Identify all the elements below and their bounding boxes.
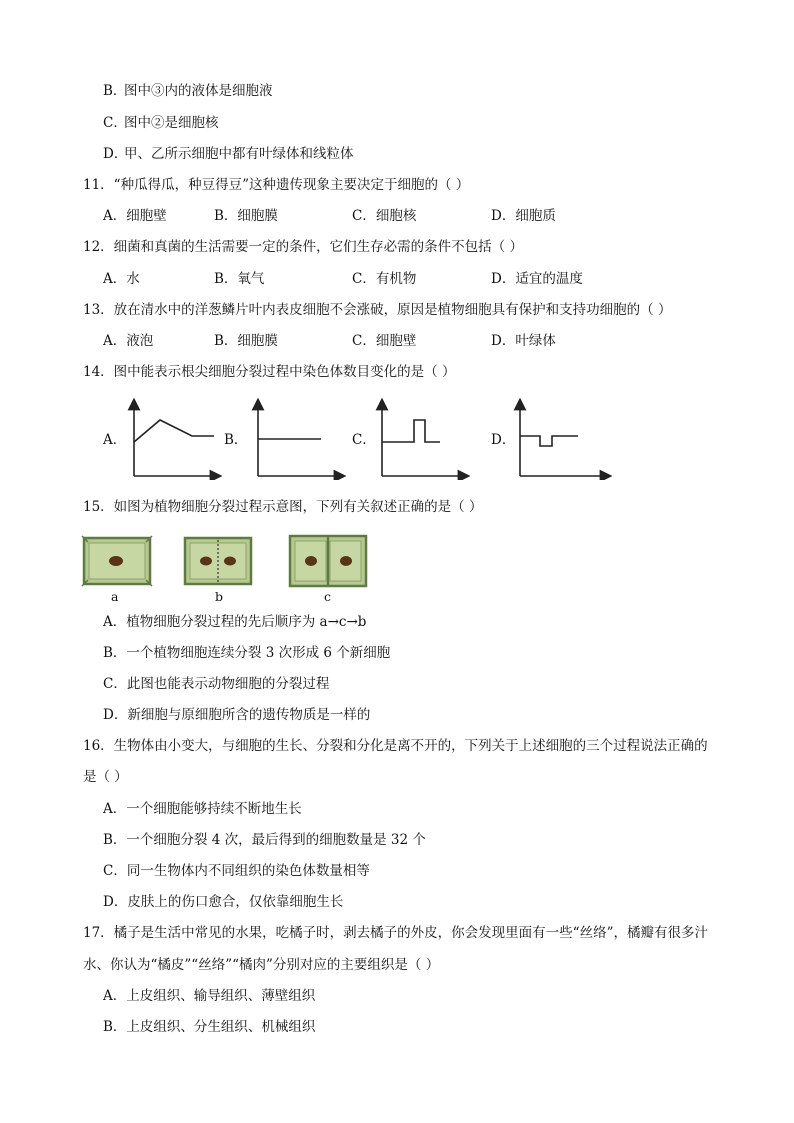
q10-option-d-text: 甲、乙所示细胞中都有叶绿体和线粒体	[124, 146, 354, 162]
cell-b	[185, 538, 251, 584]
q13-option-d: D．叶绿体	[491, 333, 556, 349]
q15-label-a: a	[111, 589, 119, 604]
q16-option-b: B．一个细胞分裂 4 次，最后得到的细胞数量是 32 个	[103, 832, 426, 848]
q13-option-a: A．液泡	[103, 333, 154, 349]
q17-stem-line2: 水、你认为“橘皮”“丝络”“橘肉”分别对应的主要组织是（ ）	[83, 957, 440, 973]
q10-option-c-text: 图中②是细胞核	[124, 115, 219, 131]
q14-graph-a	[122, 398, 222, 480]
cell-c	[290, 536, 366, 586]
q15-label-c: c	[324, 589, 332, 604]
q10-option-c: C．	[103, 115, 127, 131]
cell-a	[82, 536, 152, 586]
q15-option-d: D．新细胞与原细胞所含的遗传物质是一样的	[103, 707, 371, 723]
q12-option-a: A．水	[103, 271, 140, 287]
q17-option-a: A．上皮组织、输导组织、薄壁组织	[103, 988, 316, 1004]
q16-option-c: C．同一生物体内不同组织的染色体数量相等	[103, 863, 370, 879]
q13-stem: 13．放在清水中的洋葱鳞片叶内表皮细胞不会涨破，原因是植物细胞具有保护和支持功细胞的（ ）	[83, 302, 672, 318]
q11-option-b: B．细胞膜	[214, 208, 278, 224]
q10-option-b: B．	[103, 83, 127, 99]
q14-option-a-label: A．	[103, 432, 127, 448]
q14-graph-c	[370, 398, 470, 480]
q15-option-c: C．此图也能表示动物细胞的分裂过程	[103, 676, 330, 692]
q17-stem-line1: 17．橘子是生活中常见的水果，吃橘子时，剥去橘子的外皮，你会发现里面有一些“丝络”，橘瓣有很多汁	[83, 925, 708, 941]
q10-option-d: D．	[103, 146, 128, 162]
q11-option-a: A．细胞壁	[103, 208, 167, 224]
q13-option-c: C．细胞壁	[352, 333, 417, 349]
q14-graph-b	[246, 398, 346, 480]
q16-option-a: A．一个细胞能够持续不断地生长	[103, 801, 302, 817]
q13-option-b: B．细胞膜	[214, 333, 278, 349]
q15-option-a: A．植物细胞分裂过程的先后顺序为 a→c→b	[103, 614, 367, 630]
q14-stem: 14．图中能表示根尖细胞分裂过程中染色体数目变化的是（ ）	[83, 364, 456, 380]
q16-stem-line1: 16．生物体由小变大，与细胞的生长、分裂和分化是离不开的，下列关于上述细胞的三个过程说法正确的	[83, 738, 708, 754]
q14-option-d-label: D．	[491, 432, 516, 448]
q10-option-b-text: 图中③内的液体是细胞液	[124, 83, 273, 99]
q11-stem: 11．“种瓜得瓜，种豆得豆”这种遗传现象主要决定于细胞的（ ）	[83, 177, 470, 193]
q12-option-d: D．适宜的温度	[491, 271, 583, 287]
q11-option-d: D．细胞质	[491, 208, 556, 224]
q16-stem-line2: 是（ ）	[83, 769, 128, 785]
q14-option-c-label: C．	[352, 432, 376, 448]
q14-option-b-label: B．	[224, 432, 248, 448]
q15-stem: 15．如图为植物细胞分裂过程示意图，下列有关叙述正确的是（ ）	[83, 499, 483, 515]
q12-option-c: C．有机物	[352, 271, 417, 287]
q15-cell-division-figure	[80, 532, 370, 592]
q17-option-b: B．上皮组织、分生组织、机械组织	[103, 1019, 316, 1035]
q16-option-d: D．皮肤上的伤口愈合，仅依靠细胞生长	[103, 894, 344, 910]
q11-option-c: C．细胞核	[352, 208, 417, 224]
q14-graph-d	[508, 398, 612, 480]
q12-stem: 12．细菌和真菌的生活需要一定的条件，它们生存必需的条件不包括（ ）	[83, 239, 523, 255]
q15-label-b: b	[215, 589, 224, 604]
q15-option-b: B．一个植物细胞连续分裂 3 次形成 6 个新细胞	[103, 645, 391, 661]
q12-option-b: B．氧气	[214, 271, 265, 287]
